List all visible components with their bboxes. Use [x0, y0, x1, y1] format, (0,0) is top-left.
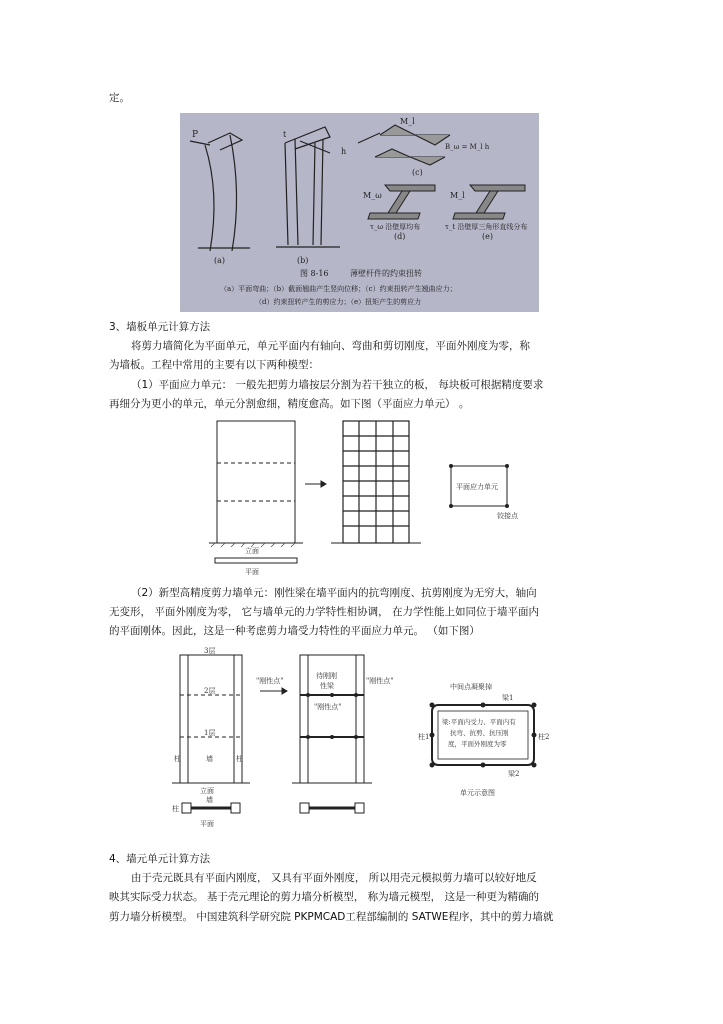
- label-plan-wall: 墙: [206, 796, 213, 804]
- elevation-frame: [172, 655, 250, 783]
- label-2f: 2层: [204, 687, 216, 695]
- label-c: (c): [412, 168, 423, 177]
- para4-line2: 映其实际受力状态。 基于壳元理论的剪力墙分析模型， 称为墙元模型， 这是一种更为精确的: [109, 891, 540, 903]
- para4-line1: 由于壳元既具有平面内刚度， 又具有平面外刚度， 所以用壳元模拟剪力墙可以较好地反: [131, 872, 537, 884]
- label-plan: 平面: [245, 568, 259, 576]
- note-line1: 梁:平面内受力、平面内有: [442, 718, 516, 726]
- label-bw: B_ω = M_l h: [445, 143, 490, 151]
- label-wall: 墙: [206, 755, 213, 763]
- label-a: (a): [214, 256, 226, 265]
- label-e-note: τ_t 沿壁厚三角形直线分布: [445, 223, 528, 231]
- section4-heading: 4、墙元单元计算方法: [109, 853, 211, 865]
- label-mid-node: 中间点凝聚掉: [450, 683, 492, 691]
- wall-elevation: [209, 421, 303, 563]
- plan-section: [182, 803, 240, 813]
- para1-line2: 为墙板。工程中常用的主要有以下两种模型：: [109, 359, 319, 371]
- wall-mesh: [331, 421, 421, 543]
- caption-title: 薄壁杆件的约束扭转: [350, 269, 422, 278]
- figure-shear-wall-svg: [170, 645, 560, 835]
- caption-line2: （d）约束扭转产生的剪应力；（e）扭矩产生的剪应力: [255, 298, 422, 306]
- para3-line1: （2）新型高精度剪力墙单元：刚性梁在墙平面内的抗弯刚度、抗剪刚度为无穷大，轴向: [131, 587, 537, 599]
- label-ml: M_l: [400, 117, 415, 126]
- label-rigid-beam: 待刚刚: [316, 672, 337, 680]
- para4-line3: 剪力墙分析模型。 中国建筑科学研究院 PKPMCAD工程部编制的 SATWE程序，其中的剪力墙就: [109, 911, 554, 923]
- label-plan: 平面: [200, 820, 214, 828]
- label-beam2: 梁2: [508, 770, 520, 778]
- label-elev: 立面: [200, 787, 214, 795]
- label-b: (b): [297, 256, 309, 265]
- arrow-icon-2: [260, 688, 287, 694]
- label-d: (d): [394, 232, 406, 241]
- para3-line3: 的平面刚体。因此，这是一种考虑剪力墙受力特性的平面应力单元。 （如下图）: [109, 625, 480, 637]
- label-rigid-point-right: "刚性点": [366, 677, 394, 685]
- label-3f: 3层: [204, 647, 216, 655]
- label-p: P: [192, 130, 199, 140]
- label-ml-e: M_l: [450, 191, 465, 200]
- label-rigid-point-mid: "刚性点": [314, 703, 342, 711]
- label-col2: 柱2: [538, 733, 550, 741]
- label-1f: 1层: [204, 729, 216, 737]
- label-element: 平面应力单元: [456, 483, 498, 491]
- label-col1: 柱1: [418, 733, 430, 741]
- figure-torsion: [180, 113, 539, 312]
- para3-line2: 无变形， 平面外刚度为零， 它与墙单元的力学特性相协调， 在力学性能上如同位于墙平面内: [109, 606, 540, 618]
- label-t: t: [283, 130, 287, 139]
- para1-line1: 将剪力墙简化为平面单元，单元平面内有轴向、弯曲和剪切刚度，平面外刚度为零，称: [131, 340, 530, 352]
- top-fragment: 定。: [109, 92, 130, 104]
- figure-shear-wall-element: [170, 645, 560, 835]
- figure-plane-stress: [205, 418, 545, 578]
- para2-line2: 再细分为更小的单元，单元分割愈细，精度愈高。如下图（平面应力单元） 。: [109, 398, 470, 410]
- label-elevation: 立面: [245, 547, 259, 555]
- label-mw: M_ω: [363, 191, 382, 200]
- arrow-icon: [305, 481, 326, 487]
- section3-heading: 3、墙板单元计算方法: [109, 321, 211, 333]
- label-d-note: τ_ω 沿壁厚均布: [370, 223, 421, 231]
- label-h: h: [341, 147, 347, 156]
- para2-line1: （1）平面应力单元： 一般先把剪力墙按层分割为若干独立的板， 每块板可根据精度要求: [131, 379, 544, 391]
- note-line3: 度，平面外刚度为零: [448, 740, 507, 748]
- label-col-left: 柱: [174, 755, 181, 763]
- caption-number: 图 8-16: [300, 269, 329, 278]
- caption-line1: （a）平面弯曲；（b）截面翘曲产生竖向位移；（c）约束扭转产生翘曲应力；: [220, 285, 457, 293]
- label-beam1: 梁1: [502, 694, 514, 702]
- figure-torsion-svg: [180, 113, 539, 312]
- label-rigid-point-left: "刚性点": [256, 677, 284, 685]
- label-col-right: 柱: [236, 755, 243, 763]
- label-hinge: 铰接点: [497, 512, 518, 520]
- label-rigid-beam-2: 性梁: [320, 682, 334, 690]
- rigid-points: [306, 693, 358, 739]
- label-unit: 单元示意图: [460, 789, 495, 797]
- note-line2: 抗弯、抗剪、抗压刚: [450, 729, 509, 737]
- label-e: (e): [482, 232, 493, 241]
- figure-plane-stress-svg: [205, 418, 545, 578]
- label-plan-col: 柱: [172, 805, 179, 813]
